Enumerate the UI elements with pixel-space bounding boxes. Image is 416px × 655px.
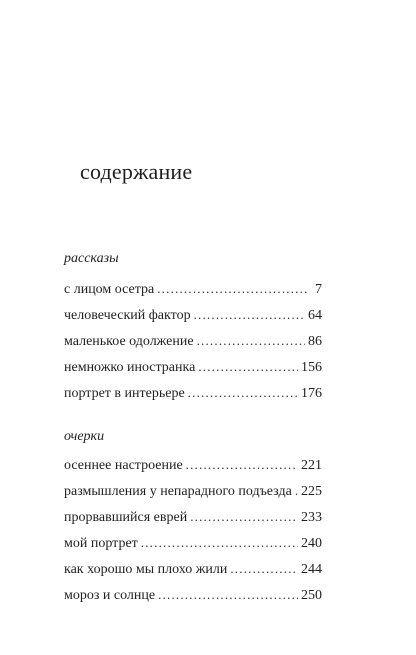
toc-list-essays [64,456,322,612]
toc-entry[interactable] [64,534,322,560]
dot-leader [157,280,309,298]
page-title: содержание [80,159,193,184]
toc-entry-page: 244 [301,562,322,577]
toc-entry-page: 233 [301,510,322,525]
dot-leader [141,534,298,552]
section-title-stories: рассказы [64,251,119,266]
toc-entry[interactable] [64,456,322,482]
toc-entry-title: человеческий фактор [64,308,191,323]
toc-entry-title: с лицом осетра [64,282,155,297]
toc-entry[interactable] [64,508,322,534]
toc-entry[interactable] [64,384,322,410]
toc-entry-page: 250 [301,588,322,603]
toc-entry[interactable] [64,586,322,612]
toc-entry[interactable] [64,280,322,306]
toc-entry-title: немножко иностранка [64,360,196,375]
toc-entry-title: портрет в интерьере [64,386,185,401]
dot-leader [197,332,305,350]
dot-leader [194,306,305,324]
toc-entry-page: 225 [301,484,322,499]
dot-leader [188,384,298,402]
dot-leader [190,508,298,526]
toc-entry-title: маленькое одолжение [64,334,194,349]
toc-entry[interactable] [64,306,322,332]
toc-entry-page: 240 [301,536,322,551]
toc-entry-page: 64 [308,308,322,323]
toc-entry-title: мой портрет [64,536,138,551]
toc-entry-page: 176 [301,386,322,401]
toc-entry-title: мороз и солнце [64,588,156,603]
toc-entry[interactable] [64,482,322,508]
toc-entry[interactable] [64,358,322,384]
toc-entry-page: 156 [301,360,322,375]
dot-leader [186,456,298,474]
toc-entry-page: 86 [308,334,322,349]
toc-entry[interactable] [64,560,322,586]
toc-entry-page: 7 [315,282,322,297]
toc-entry-title: прорвавшийся еврей [64,510,188,525]
section-title-essays: очерки [64,429,105,444]
toc-entry-title: размышления у непарадного подъезда [64,484,292,499]
toc-entry-title: осеннее настроение [64,458,183,473]
dot-leader [198,358,298,376]
toc-entry-title: как хорошо мы плохо жили [64,562,228,577]
toc-entry[interactable] [64,332,322,358]
dot-leader [230,560,298,578]
dot-leader [158,586,298,604]
dot-leader [295,482,298,500]
toc-entry-page: 221 [301,458,322,473]
toc-list-stories [64,280,322,410]
